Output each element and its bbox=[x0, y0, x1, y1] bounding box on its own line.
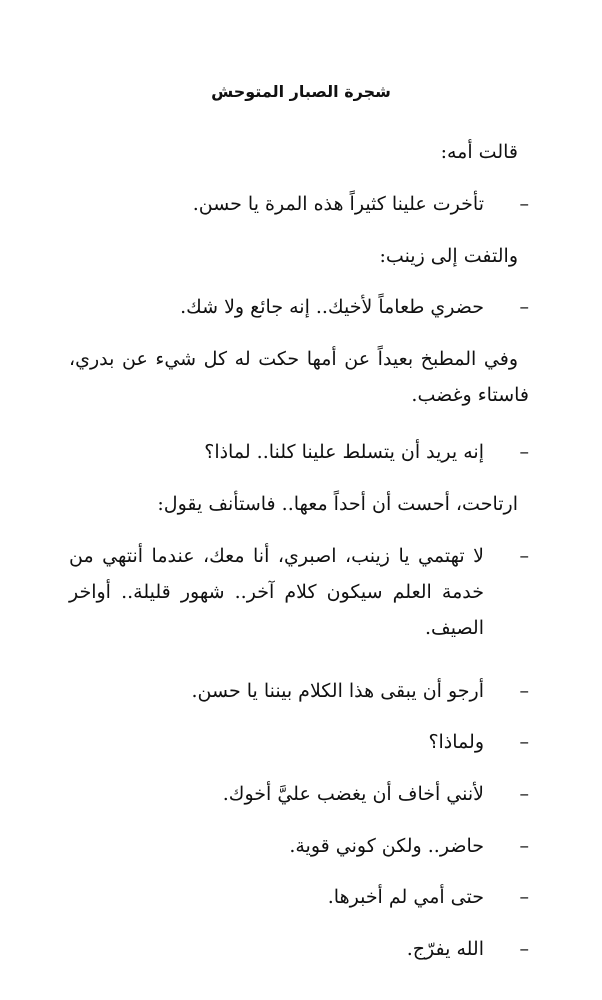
paragraph-text: ارتاحت، أحست أن أحداً معها.. فاستأنف يقول: bbox=[157, 493, 518, 515]
dialogue-dash: – bbox=[519, 938, 529, 960]
dialogue-text: حاضر.. ولكن كوني قوية. bbox=[289, 835, 484, 857]
dialogue-line bbox=[69, 186, 529, 222]
dialogue-dash: – bbox=[519, 731, 529, 753]
dialogue-dash: – bbox=[519, 296, 529, 318]
dialogue-line bbox=[69, 538, 529, 646]
dialogue-text: أرجو أن يبقى هذا الكلام بيننا يا حسن. bbox=[191, 680, 484, 702]
narration-paragraph bbox=[69, 341, 529, 413]
dialogue-line bbox=[69, 931, 529, 967]
narration-paragraph bbox=[68, 134, 518, 170]
dialogue-dash: – bbox=[519, 886, 529, 908]
dialogue-dash: – bbox=[519, 835, 529, 857]
dialogue-dash: – bbox=[519, 441, 529, 463]
dialogue-dash: – bbox=[519, 545, 529, 567]
dialogue-text: إنه يريد أن يتسلط علينا كلنا.. لماذا؟ bbox=[204, 441, 484, 463]
dialogue-text: ولماذا؟ bbox=[428, 731, 484, 753]
dialogue-dash: – bbox=[519, 193, 529, 215]
dialogue-text: لا تهتمي يا زينب، اصبري، أنا معك، عندما أنتهي من خدمة العلم سيكون كلام آخر.. شهور قليلة.. أواخر الصيف. bbox=[69, 545, 484, 639]
dialogue-text: حتى أمي لم أخبرها. bbox=[327, 886, 484, 908]
dialogue-dash: – bbox=[519, 680, 529, 702]
chapter-title: شجرة الصبار المتوحش bbox=[211, 82, 391, 101]
paragraph-text: وفي المطبخ بعيداً عن أمها حكت له كل شيء عن بدري، فاستاء وغضب. bbox=[69, 348, 529, 406]
dialogue-line bbox=[69, 673, 529, 709]
dialogue-line bbox=[69, 724, 529, 760]
dialogue-dash: – bbox=[519, 783, 529, 805]
paragraph-text: والتفت إلى زينب: bbox=[379, 245, 518, 267]
dialogue-line bbox=[69, 828, 529, 864]
dialogue-text: تأخرت علينا كثيراً هذه المرة يا حسن. bbox=[192, 193, 484, 215]
dialogue-text: لأنني أخاف أن يغضب عليَّ أخوك. bbox=[222, 783, 484, 805]
narration-paragraph bbox=[68, 238, 518, 274]
dialogue-line bbox=[69, 289, 529, 325]
dialogue-text: حضري طعاماً لأخيك.. إنه جائع ولا شك. bbox=[180, 296, 484, 318]
dialogue-line bbox=[69, 879, 529, 915]
narration-paragraph bbox=[68, 486, 518, 522]
paragraph-text: قالت أمه: bbox=[440, 141, 518, 163]
dialogue-line bbox=[69, 776, 529, 812]
dialogue-text: الله يفرّج. bbox=[406, 938, 484, 960]
dialogue-line bbox=[69, 434, 529, 470]
